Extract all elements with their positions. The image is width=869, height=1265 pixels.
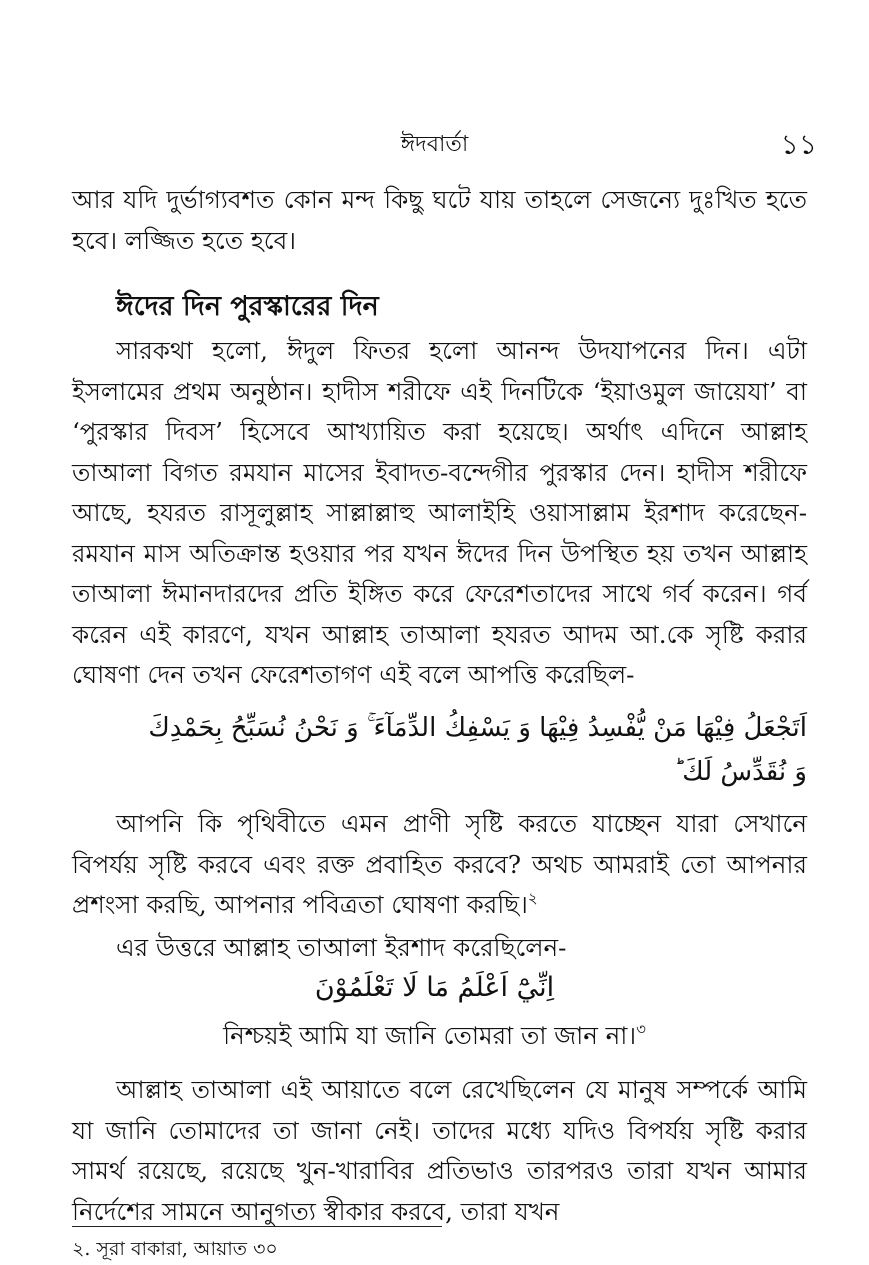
translation-1-text: আপনি কি পৃথিবীতে এমন প্রাণী সৃষ্টি করতে যাচ্ছেন যারা সেখানে বিপর্যয় সৃষ্টি করবে এবং রক্ত প্রবাহিত করবে? অথচ আমরাই তো আপনার প্রশংসা করছি, আপনার পবিত্রতা ঘোষণা করছি। xyxy=(72,809,807,919)
footnote-ref-3: ৩ xyxy=(636,1020,646,1038)
translation-2-text: নিশ্চয়ই আমি যা জানি তোমরা তা জান না। xyxy=(223,1021,637,1050)
paragraph-translation-1 xyxy=(72,804,807,926)
section-heading: ঈদের দিন পুরস্কারের দিন xyxy=(116,291,379,322)
page-number: ১১ xyxy=(780,128,817,161)
arabic-verse-2: اِنِّيْٓ اَعْلَمُ مَا لَا تَعْلَمُوْنَ xyxy=(314,972,555,1003)
footnote-2: ২. সূরা বাকারা, আয়াত ৩০ xyxy=(72,1238,278,1260)
footnote-divider xyxy=(72,1226,442,1227)
arabic-verse-1-line-1: اَتَجْعَلُ فِيْهَا مَنْ يُّفْسِدُ فِيْهَا وَ يَسْفِكُ الدِّمَآءَ ۚ وَ نَحْنُ نُسَبِّحُ بِحَمْدِكَ xyxy=(148,713,807,743)
paragraph-eid-reward: সারকথা হলো, ঈদুল ফিতর হলো আনন্দ উদযাপনের দিন। এটা ইসলামের প্রথম অনুষ্ঠান। হাদীস শরীফে এই দিনটিকে ‘ইয়াওমুল জায়েযা’ বা ‘পুরস্কার দিবস’ হিসেবে আখ্যায়িত করা হয়েছে। অর্থাৎ এদিনে আল্লাহ তাআলা বিগত রমযান মাসের ইবাদত-বন্দেগীর পুরস্কার দেন। হাদীস শরীফে আছে, হযরত রাসূলুল্লাহ সাল্লাল্লাহু আলাইহি ওয়াসাল্লাম ইরশাদ করেছেন- রমযান মাস অতিক্রান্ত হওয়ার পর যখন ঈদের দিন উপস্থিত হয় তখন আল্লাহ তাআলা ঈমানদারদের প্রতি ইঙ্গিত করে ফেরেশতাদের সাথে গর্ব করেন। গর্ব করেন এই কারণে, যখন আল্লাহ তাআলা হযরত আদম আ.কে সৃষ্টি করার ঘোষণা দেন তখন ফেরেশতাগণ এই বলে আপত্তি করেছিল- xyxy=(72,336,807,689)
paragraph-reply-intro: এর উত্তরে আল্লাহ তাআলা ইরশাদ করেছিলেন- xyxy=(116,933,567,962)
footnote-ref-2: ২ xyxy=(527,889,538,907)
translation-2 xyxy=(0,1016,869,1056)
running-header xyxy=(0,128,869,168)
paragraph-explanation: আল্লাহ তাআলা এই আয়াতে বলে রেখেছিলেন যে মানুষ সম্পর্কে আমি যা জানি তোমাদের তা জানা নেই। তাদের মধ্যে যদিও বিপর্যয় সৃষ্টি করার সামর্থ রয়েছে, রয়েছে খুন-খারাবির প্রতিভাও তারপরও তারা যখন আমার নির্দেশের সামনে আনুগত্য স্বীকার করবে, তারা যখন xyxy=(72,1075,807,1226)
paragraph-continuation: আর যদি দুর্ভাগ্যবশত কোন মন্দ কিছু ঘটে যায় তাহলে সেজন্যে দুঃখিত হতে হবে। লজ্জিত হতে হবে। xyxy=(72,185,807,255)
arabic-verse-1-line-2: وَ نُقَدِّسُ لَكَ ؕ xyxy=(674,757,807,787)
running-title: ঈদবার্তা xyxy=(400,132,469,157)
